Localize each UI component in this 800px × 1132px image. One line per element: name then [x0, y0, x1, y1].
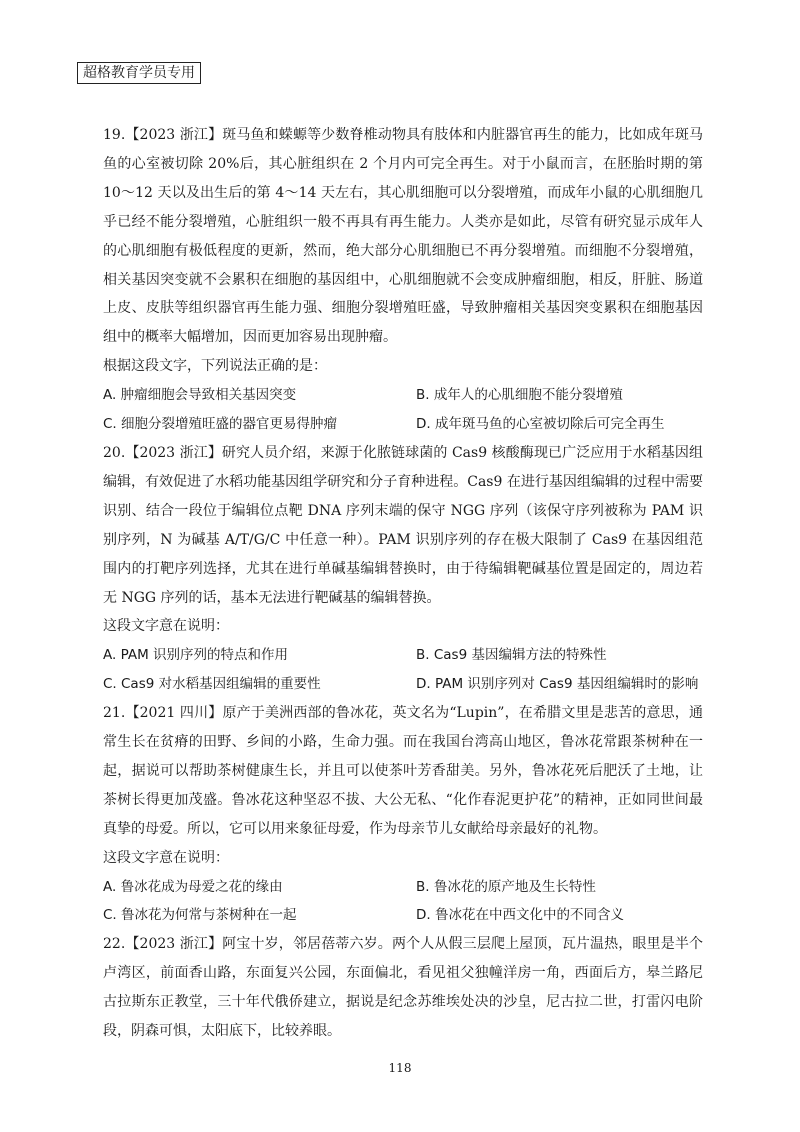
question-number: 21.: [103, 705, 126, 722]
question-prompt: 这段文字意在说明：: [103, 618, 229, 635]
passage-text: 研究人员介绍，来源于化脓链球菌的 Cas9 核酸酶现已广泛应用于水稻基因组编辑，有效促进了水稻功能基因组学研究和分子育种进程。Cas9 在进行基因组编辑的过程中需要识别、结合一段位于编辑位点靶 DNA 序列末端的保守 NGG 序列（该保守序列被称为 PAM 识别序列，N 为碱基 A/T/G/C 中任意一种）。PAM 识别序列的存在极大限制了 Cas9 在基因组范围内的打靶序列选择，尤其在进行单碱基编辑替换时，由于待编辑靶碱基位置是固定的，周边若无 NGG 序列的话，基本无法进行靶碱基的编辑替换。: [103, 444, 703, 606]
question-source: 【2023 浙江】: [125, 127, 223, 143]
question-prompt: 这段文字意在说明：: [103, 849, 229, 866]
option-a[interactable]: A. 肿瘤细胞会导致相关基因突变: [103, 387, 297, 404]
option-a[interactable]: A. 鲁冰花成为母爱之花的缘由: [103, 878, 283, 895]
question-source: 【2023 浙江】: [125, 444, 222, 461]
question-20: [103, 439, 703, 699]
question-21: [103, 699, 703, 930]
option-a[interactable]: A. PAM 识别序列的特点和作用: [103, 647, 289, 664]
passage-text: 斑马鱼和蝾螈等少数脊椎动物具有肢体和内脏器官再生的能力，比如成年斑马鱼的心室被切除 20%后，其心脏组织在 2 个月内可完全再生。对于小鼠而言，在胚胎时期的第 10～12 天以及出生后的第 4～14 天左右，其心肌细胞可以分裂增殖，而成年小鼠的心肌细胞几乎已经不能分裂增殖，心脏组织一般不再具有再生能力。人类亦是如此，尽管有研究显示成年人的心肌细胞有极低程度的更新，然而，绝大部分心肌细胞已不再分裂增殖。而细胞不分裂增殖，相关基因突变就不会累积在细胞的基因组中，心肌细胞就不会变成肿瘤细胞，相反，肝脏、肠道上皮、皮肤等组织器官再生能力强、细胞分裂增殖旺盛，导致肿瘤相关基因突变累积在细胞基因组中的概率大幅增加，因而更加容易出现肿瘤。: [103, 127, 703, 346]
option-b[interactable]: B. 成年人的心肌细胞不能分裂增殖: [416, 387, 623, 404]
options-grid: [103, 381, 703, 439]
option-c[interactable]: C. 鲁冰花为何常与茶树种在一起: [103, 907, 297, 924]
question-passage: [103, 439, 703, 612]
header-tag: 超格教育学员专用: [77, 62, 201, 84]
question-prompt: 根据这段文字，下列说法正确的是：: [103, 358, 327, 375]
option-c[interactable]: C. 细胞分裂增殖旺盛的器官更易得肿瘤: [103, 416, 338, 433]
passage-text: 原产于美洲西部的鲁冰花，英文名为“Lupin”，在希腊文里是悲苦的意思，通常生长在贫瘠的田野、乡间的小路，生命力强。而在我国台湾高山地区，鲁冰花常跟茶树种在一起，据说可以帮助茶树健康生长，并且可以使茶叶芳香甜美。另外，鲁冰花死后肥沃了土地，让茶树长得更加茂盛。鲁冰花这种坚忍不拔、大公无私、“化作春泥更护花”的精神，正如同世间最真挚的母爱。所以，它可以用来象征母爱，作为母亲节儿女献给母亲最好的礼物。: [103, 705, 703, 837]
question-22: [103, 930, 703, 1046]
options-grid: [103, 641, 703, 699]
question-number: 22.: [103, 936, 126, 953]
question-passage: [103, 699, 703, 844]
question-number: 19.: [103, 127, 126, 143]
page-content: [103, 121, 703, 1046]
option-c[interactable]: C. Cas9 对水稻基因组编辑的重要性: [103, 676, 321, 693]
question-source: 【2021 四川】: [125, 705, 223, 722]
question-passage: [103, 121, 703, 352]
option-d[interactable]: D. PAM 识别序列对 Cas9 基因组编辑时的影响: [416, 676, 699, 693]
options-grid: [103, 873, 703, 931]
option-d[interactable]: D. 成年斑马鱼的心室被切除后可完全再生: [416, 416, 665, 433]
option-b[interactable]: B. 鲁冰花的原产地及生长特性: [416, 878, 596, 895]
passage-text: 阿宝十岁，邻居蓓蒂六岁。两个人从假三层爬上屋顶，瓦片温热，眼里是半个卢湾区，前面香山路，东面复兴公园，东面偏北，看见祖父独幢洋房一角，西面后方，皋兰路尼古拉斯东正教堂，三十年代俄侨建立，据说是纪念苏维埃处决的沙皇，尼古拉二世，打雷闪电阶段，阴森可惧，太阳底下，比较养眼。: [103, 936, 703, 1040]
option-b[interactable]: B. Cas9 基因编辑方法的特殊性: [416, 647, 607, 664]
question-passage: [103, 930, 703, 1046]
question-19: [103, 121, 703, 439]
option-d[interactable]: D. 鲁冰花在中西文化中的不同含义: [416, 907, 624, 924]
page-number: 118: [388, 1061, 412, 1075]
question-source: 【2023 浙江】: [125, 936, 223, 953]
question-number: 20.: [103, 444, 126, 461]
